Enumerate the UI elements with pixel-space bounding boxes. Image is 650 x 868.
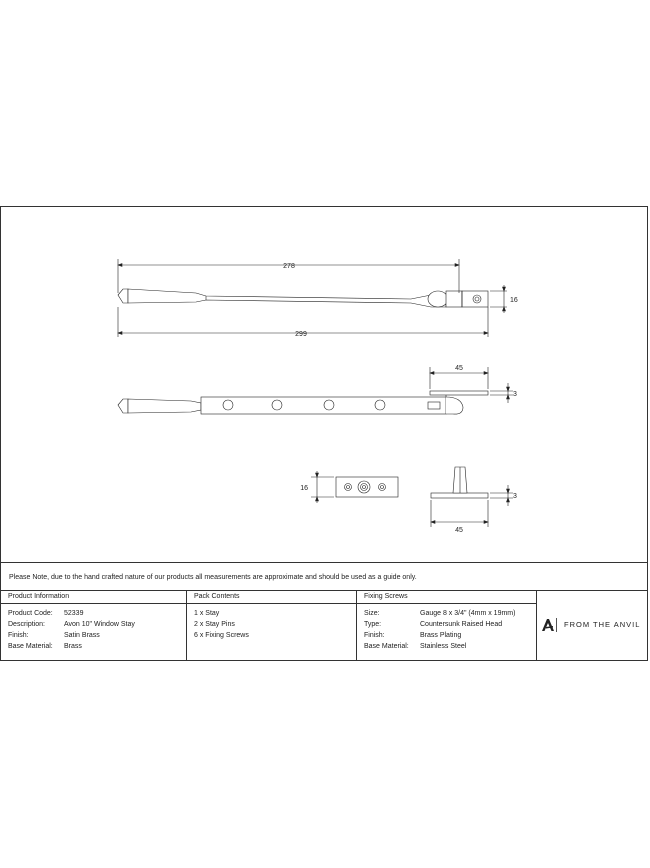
fixing-screws-row-label: Finish: <box>364 632 385 639</box>
product-info-row-value: 52339 <box>64 610 84 617</box>
product-info-row-value: Brass <box>64 643 82 650</box>
fixing-screws-row-label: Base Material: <box>364 643 409 650</box>
pack-contents-item-value: 1 x Stay <box>194 610 220 617</box>
dim-label-45-pin: 45 <box>455 527 463 534</box>
fixing-screws-row <box>357 608 536 619</box>
product-information-column <box>1 591 186 661</box>
fixing-screws-row-value: Brass Plating <box>420 632 462 639</box>
product-info-row <box>1 608 186 619</box>
product-info-row-value: Avon 10" Window Stay <box>64 621 135 628</box>
product-info-row <box>1 619 186 630</box>
pack-contents-item-value: 2 x Stay Pins <box>194 621 235 628</box>
dim-label-16-plate: 16 <box>300 485 308 492</box>
dim-label-3-side: 3 <box>513 391 517 398</box>
pack-contents-item <box>187 608 356 619</box>
drawing-area <box>1 207 647 562</box>
dim-label-3-pin: 3 <box>513 493 517 500</box>
pack-contents-header: Pack Contents <box>187 591 356 604</box>
measurement-note: Please Note, due to the hand crafted nature of our products all measurements are approximate and should be used as a guide only. <box>1 562 647 591</box>
fixing-screws-row-label: Type: <box>364 621 382 628</box>
pin-plate-view <box>336 477 398 497</box>
product-info-row-label: Finish: <box>8 632 29 639</box>
dim-label-299: 299 <box>295 331 307 338</box>
pack-contents-item <box>187 630 356 641</box>
dimension-3-side <box>490 383 513 403</box>
brand-name: FROM THE ANVIL <box>564 620 641 629</box>
fixing-screws-row <box>357 641 536 652</box>
dimension-16-end <box>490 285 507 313</box>
fixing-screws-header: Fixing Screws <box>357 591 536 604</box>
fixing-screws-row-label: Size: <box>364 610 380 617</box>
stay-side-view <box>118 391 488 414</box>
product-info-row-label: Description: <box>8 621 45 628</box>
product-info-row <box>1 641 186 652</box>
dim-label-45-side: 45 <box>455 365 463 372</box>
fixing-screws-row <box>357 619 536 630</box>
product-info-row-label: Product Code: <box>8 610 53 617</box>
fixing-screws-row-value: Stainless Steel <box>420 643 467 650</box>
product-info-row-label: Base Material: <box>8 643 53 650</box>
product-info-row <box>1 630 186 641</box>
brand-divider <box>556 618 557 632</box>
fixing-screws-column <box>356 591 536 661</box>
stay-top-view <box>118 289 488 307</box>
fixing-screws-row-value: Gauge 8 x 3/4" (4mm x 19mm) <box>420 610 516 617</box>
pack-contents-column <box>186 591 356 661</box>
dim-label-16-end: 16 <box>510 297 518 304</box>
dim-label-278: 278 <box>283 263 295 270</box>
brand-logo <box>541 615 647 635</box>
dimension-3-pin <box>490 485 513 506</box>
technical-drawing-sheet <box>0 206 648 661</box>
anvil-a-logo-icon <box>541 618 555 632</box>
pin-side-view <box>431 467 488 498</box>
product-information-header: Product Information <box>1 591 186 604</box>
dimension-16-plate <box>311 471 334 503</box>
fixing-screws-row <box>357 630 536 641</box>
product-info-row-value: Satin Brass <box>64 632 100 639</box>
fixing-screws-row-value: Countersunk Raised Head <box>420 621 503 628</box>
pack-contents-item-value: 6 x Fixing Screws <box>194 632 249 639</box>
pack-contents-item <box>187 619 356 630</box>
dimension-45-pin <box>431 500 488 527</box>
